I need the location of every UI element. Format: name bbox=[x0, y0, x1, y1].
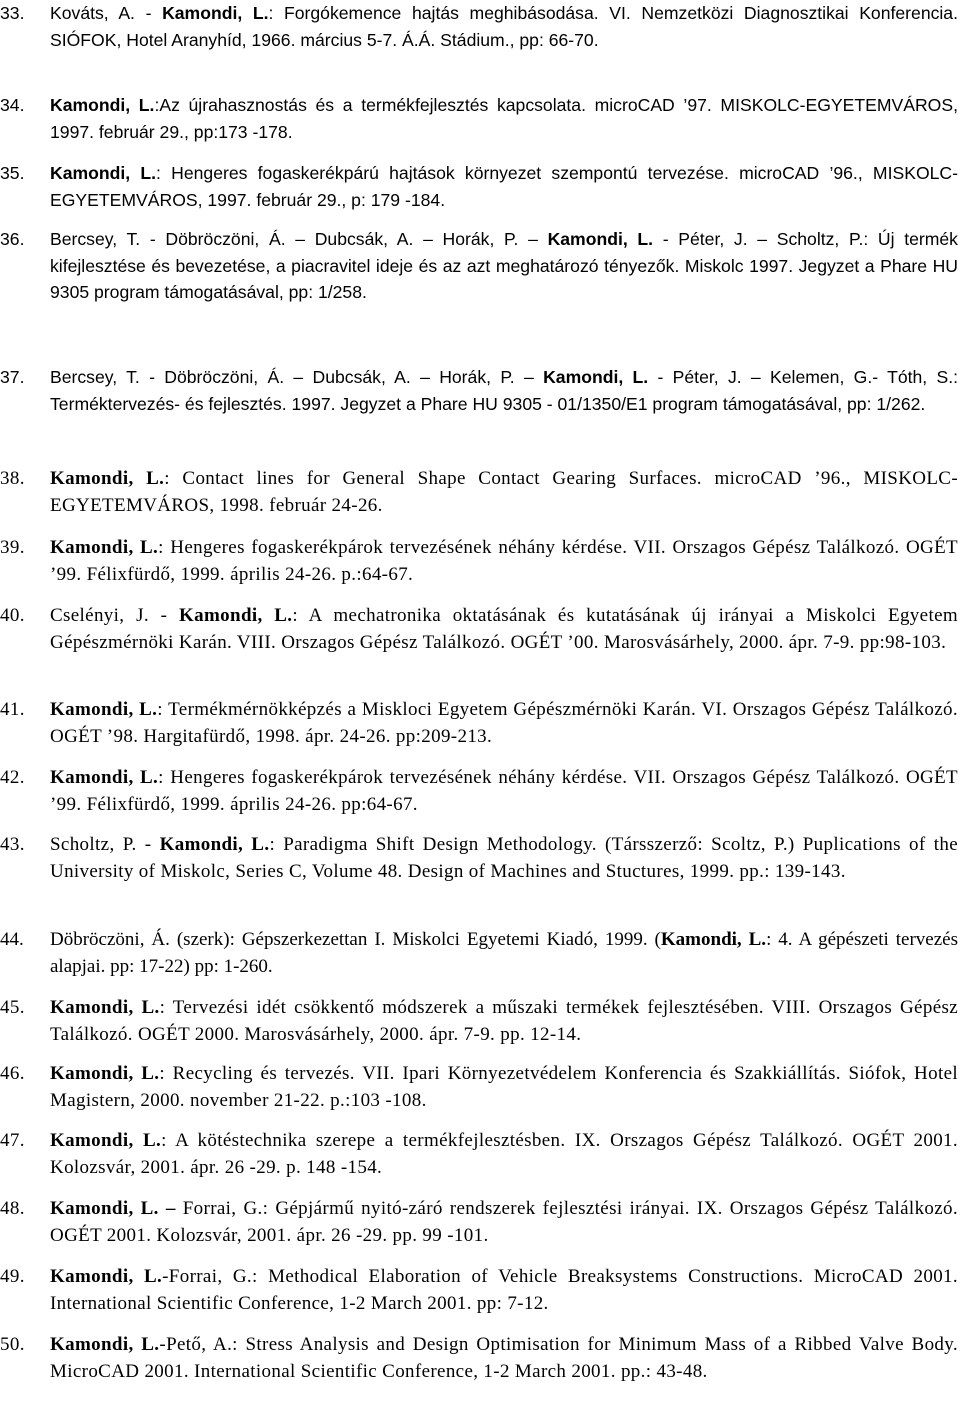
reference-entry bbox=[0, 995, 958, 1048]
reference-entry bbox=[0, 603, 958, 656]
author-highlight: Kamondi, L. bbox=[50, 1063, 160, 1084]
author-highlight: Kamondi, L. bbox=[179, 605, 293, 626]
reference-entry bbox=[0, 160, 958, 213]
reference-entry bbox=[0, 1264, 958, 1317]
author-highlight: Kamondi, L. bbox=[50, 699, 158, 720]
entry-citation bbox=[50, 1196, 958, 1249]
citation-text: Döbröczöni, Á. (szerk): Gépszerkezettan I. Miskolci Egyetemi Kiadó, 1999. ( bbox=[50, 929, 661, 950]
reference-entry bbox=[0, 364, 958, 417]
citation-text: : Forgókemence hajtás meghibásodása. VI. Nemzetközi Diagnosztikai Konferencia. SIÓFOK, Hotel Aranyhíd, 1966. március 5-7. Á.Á. Stádium., pp: 66-70. bbox=[50, 3, 958, 50]
citation-text: -Forrai, G.: Methodical Elaboration of Vehicle Breaksystems Constructions. MicroCAD 2001. International Scientific Conference, 1-2 March 2001. pp: 7-12. bbox=[50, 1266, 958, 1314]
author-highlight: Kamondi, L. bbox=[50, 1130, 162, 1151]
citation-text: : 4. A gépészeti tervezés alapjai. pp: 17-22) pp: 1-260. bbox=[50, 929, 959, 977]
reference-entry bbox=[0, 1128, 958, 1181]
reference-entry bbox=[0, 92, 958, 145]
author-highlight: Kamondi, L. bbox=[543, 367, 649, 387]
citation-text: - Péter, J. – Scholtz, P.: Új termék kifejlesztése és bevezetése, a piacravitel ideje és az azt meghatározó tényezők. Miskolc 1997. Jegyzet a Phare HU 9305 program támogatásával, pp: 1/258. bbox=[50, 229, 958, 302]
entry-citation bbox=[50, 765, 958, 818]
entry-number: 50. bbox=[0, 1334, 25, 1355]
citation-text: : Hengeres fogaskerékpárok tervezésének néhány kérdése. VII. Orszagos Gépész Találkozó. OGÉT ’99. Félixfürdő, 1999. április 24-26. p.:64-67. bbox=[50, 537, 958, 585]
citation-text: - Péter, J. – Kelemen, G.- Tóth, S.: Terméktervezés- és fejlesztés. 1997. Jegyzet a Phare HU 9305 - 01/1350/E1 program támogatásával, pp: 1/262. bbox=[50, 367, 958, 414]
entry-number: 36. bbox=[0, 229, 25, 249]
citation-text: : Termékmérnökképzés a Miskloci Egyetem Gépészmérnöki Karán. VI. Orszagos Gépész Találkozó. OGÉT ’98. Hargitafürdő, 1998. ápr. 24-26. pp:209-213. bbox=[50, 699, 958, 747]
entry-citation bbox=[50, 535, 958, 588]
author-highlight: Kamondi, L. bbox=[660, 929, 767, 950]
entry-citation bbox=[50, 364, 958, 417]
entry-citation bbox=[50, 1128, 958, 1181]
entry-citation bbox=[50, 226, 958, 306]
citation-text: : Tervezési idét csökkentő módszerek a műszaki termékek fejlesztésében. VIII. Orszagos Gépész Találkozó. OGÉT 2000. Marosvásárhely, 2000. ápr. 7-9. pp. 12-14. bbox=[50, 997, 958, 1045]
entry-number: 38. bbox=[0, 468, 25, 489]
entry-number: 44. bbox=[0, 929, 24, 950]
entry-citation bbox=[50, 1332, 958, 1385]
entry-citation bbox=[50, 160, 958, 213]
entry-number: 40. bbox=[0, 605, 25, 626]
entry-citation bbox=[50, 995, 958, 1048]
entry-citation bbox=[50, 927, 958, 980]
entry-citation bbox=[50, 603, 958, 656]
reference-entry bbox=[0, 765, 958, 818]
entry-citation bbox=[50, 0, 958, 53]
citation-text: : Hengeres fogaskerékpárú hajtások környezet szempontú tervezése. microCAD ’96., MISKOLC-EGYETEMVÁROS, 1997. február 29., p: 179 -184. bbox=[50, 163, 958, 210]
author-highlight: Kamondi, L. bbox=[50, 95, 155, 115]
reference-entry bbox=[0, 832, 958, 885]
entry-number: 47. bbox=[0, 1130, 25, 1151]
citation-text: : A kötéstechnika szerepe a termékfejlesztésben. IX. Orszagos Gépész Találkozó. OGÉT 2001. Kolozsvár, 2001. ápr. 26 -29. p. 148 -154. bbox=[50, 1130, 958, 1178]
citation-text: Kováts, A. - bbox=[50, 3, 163, 23]
entry-number: 48. bbox=[0, 1198, 25, 1219]
citation-text: : A mechatronika oktatásának és kutatásának új irányai a Miskolci Egyetem Gépészmérnöki Karán. VIII. Orszagos Gépész Találkozó. OGÉT ’00. Marosvásárhely, 2000. ápr. 7-9. pp:98-103. bbox=[50, 605, 958, 653]
entry-number: 43. bbox=[0, 834, 25, 855]
reference-entry bbox=[0, 1196, 958, 1249]
author-highlight: Kamondi, L. bbox=[50, 537, 159, 558]
citation-text: :Az újrahasznostás és a termékfejlesztés kapcsolata. microCAD ’97. MISKOLC-EGYETEMVÁROS, 1997. február 29., pp:173 -178. bbox=[50, 95, 958, 142]
entry-number: 41. bbox=[0, 699, 25, 720]
reference-entry bbox=[0, 466, 958, 519]
citation-text: Forrai, G.: Gépjármű nyitó-záró rendszerek fejlesztési irányai. IX. Orszagos Gépész Találkozó. OGÉT 2001. Kolozsvár, 2001. ápr. 26 -29. pp. 99 -101. bbox=[50, 1198, 958, 1246]
citation-text: Bercsey, T. - Döbröczöni, Á. – Dubcsák, A. – Horák, P. – bbox=[50, 367, 544, 387]
author-highlight: Kamondi, L. bbox=[50, 1334, 160, 1355]
citation-text: : Contact lines for General Shape Contact Gearing Surfaces. microCAD ’96., MISKOLC-EGYETEMVÁROS, 1998. február 24-26. bbox=[50, 468, 959, 516]
reference-entry bbox=[0, 535, 958, 588]
entry-citation bbox=[50, 832, 958, 885]
entry-number: 42. bbox=[0, 767, 25, 788]
entry-number: 39. bbox=[0, 537, 25, 558]
author-highlight: Kamondi, L. bbox=[50, 163, 157, 183]
author-highlight: Kamondi, L. bbox=[50, 767, 159, 788]
entry-citation bbox=[50, 466, 958, 519]
entry-number: 45. bbox=[0, 997, 25, 1018]
entry-number: 34. bbox=[0, 95, 25, 115]
reference-entry bbox=[0, 697, 958, 750]
citation-text: : Paradigma Shift Design Methodology. (Társszerző: Scoltz, P.) Puplications of the University of Miskolc, Series C, Volume 48. Design of Machines and Stuctures, 1999. pp.: 139-143. bbox=[50, 834, 958, 882]
entry-number: 46. bbox=[0, 1063, 25, 1084]
author-highlight: Kamondi, L. bbox=[50, 468, 165, 489]
citation-text: Scholtz, P. - bbox=[50, 834, 160, 855]
entry-number: 37. bbox=[0, 367, 25, 387]
citation-text: : Hengeres fogaskerékpárok tervezésének néhány kérdése. VII. Orszagos Gépész Találkozó. OGÉT ’99. Félixfürdő, 1999. április 24-26. pp:64-67. bbox=[50, 767, 958, 815]
entry-citation bbox=[50, 1061, 958, 1114]
reference-entry bbox=[0, 927, 958, 980]
citation-text: Cselényi, J. - bbox=[50, 605, 180, 626]
entry-citation bbox=[50, 1264, 958, 1317]
entry-citation bbox=[50, 92, 958, 145]
author-highlight: Kamondi, L. bbox=[162, 3, 269, 23]
author-highlight: Kamondi, L. bbox=[50, 997, 160, 1018]
entry-citation bbox=[50, 697, 958, 750]
entry-number: 49. bbox=[0, 1266, 25, 1287]
citation-text: : Recycling és tervezés. VII. Ipari Környezetvédelem Konferencia és Szakkiállítás. Siófok, Hotel Magistern, 2000. november 21-22. p.:103 -108. bbox=[50, 1063, 958, 1111]
citation-text: Bercsey, T. - Döbröczöni, Á. – Dubcsák, A. – Horák, P. – bbox=[50, 229, 548, 249]
entry-number: 33. bbox=[0, 3, 25, 23]
entry-number: 35. bbox=[0, 163, 25, 183]
reference-entry bbox=[0, 1332, 958, 1385]
citation-text: -Pető, A.: Stress Analysis and Design Optimisation for Minimum Mass of a Ribbed Valve Body. MicroCAD 2001. International Scientific Conference, 1-2 March 2001. pp.: 43-48. bbox=[50, 1334, 958, 1382]
author-highlight: Kamondi, L. bbox=[547, 229, 654, 249]
reference-entry bbox=[0, 0, 958, 53]
reference-entry bbox=[0, 226, 958, 306]
author-highlight: Kamondi, L. bbox=[159, 834, 270, 855]
reference-entry bbox=[0, 1061, 958, 1114]
author-highlight: Kamondi, L. – bbox=[50, 1198, 183, 1219]
author-highlight: Kamondi, L. bbox=[50, 1266, 163, 1287]
